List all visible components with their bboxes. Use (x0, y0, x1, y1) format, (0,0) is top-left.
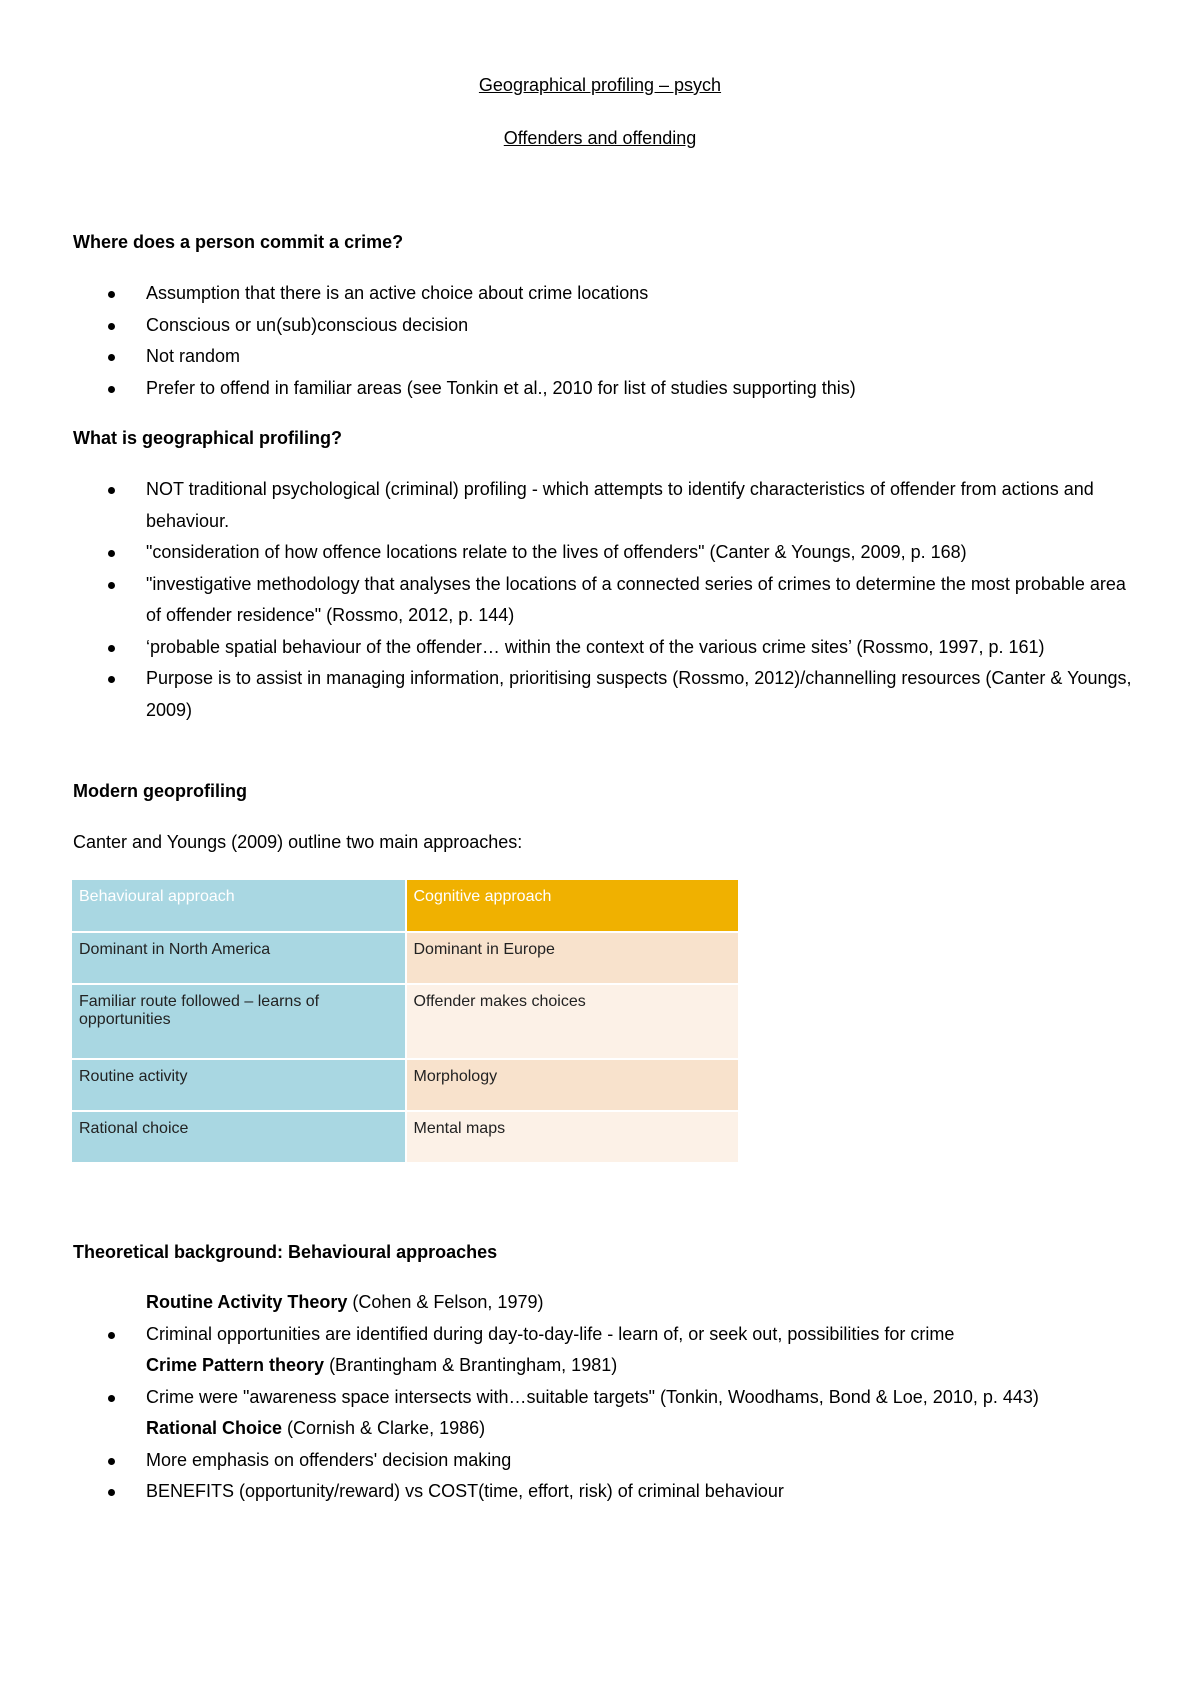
theory-reference: (Cohen & Felson, 1979) (347, 1292, 544, 1312)
table-cell: Dominant in Europe (406, 932, 740, 984)
list-item: Purpose is to assist in managing information, prioritising suspects (Rossmo, 2012)/channelling resources (Canter & Youngs, 2009) (0, 663, 1200, 726)
table-cell: Rational choice (72, 1111, 406, 1163)
theory-reference: (Cornish & Clarke, 1986) (282, 1418, 486, 1438)
list-item: NOT traditional psychological (criminal) profiling - which attempts to identify characteristics of offender from actions and behaviour. (0, 474, 1200, 537)
list-item: Assumption that there is an active choice about crime locations (0, 278, 1200, 310)
list-item: Conscious or un(sub)conscious decision (0, 310, 1200, 342)
table-header-cognitive: Cognitive approach (406, 880, 740, 932)
list-item: ‘probable spatial behaviour of the offender… within the context of the various crime sites’ (Rossmo, 1997, p. 161) (0, 632, 1200, 664)
table-row (72, 984, 739, 1059)
table-row (72, 1111, 739, 1163)
list-item: Crime were "awareness space intersects with…suitable targets" (Tonkin, Woodhams, Bond & Loe, 2010, p. 443) (0, 1382, 1200, 1414)
bullet-list-what (0, 474, 1200, 726)
list-item: More emphasis on offenders' decision making (0, 1445, 1200, 1477)
bullet-list-theory (0, 1287, 1200, 1508)
approaches-table (72, 880, 740, 1164)
section-heading-modern: Modern geoprofiling (73, 781, 247, 801)
table-cell: Mental maps (406, 1111, 740, 1163)
section-heading-theory: Theoretical background: Behavioural approaches (73, 1242, 498, 1262)
list-item: BENEFITS (opportunity/reward) vs COST(time, effort, risk) of criminal behaviour (0, 1476, 1200, 1508)
theory-name: Rational Choice (146, 1418, 283, 1438)
document-title: Geographical profiling – psych (478, 75, 722, 95)
table-row (72, 1059, 739, 1111)
list-item: Prefer to offend in familiar areas (see Tonkin et al., 2010 for list of studies supporting this) (0, 373, 1200, 405)
section-heading-what: What is geographical profiling? (73, 428, 343, 448)
list-item: "consideration of how offence locations relate to the lives of offenders" (Canter & Youngs, 2009, p. 168) (0, 537, 1200, 569)
table-header-behavioural: Behavioural approach (72, 880, 406, 932)
table-cell: Morphology (406, 1059, 740, 1111)
table-header-row (72, 880, 739, 932)
theory-name: Crime Pattern theory (146, 1355, 325, 1375)
list-item: Not random (0, 341, 1200, 373)
table-cell: Offender makes choices (406, 984, 740, 1059)
table-intro: Canter and Youngs (2009) outline two main approaches: (73, 832, 523, 852)
list-item: Criminal opportunities are identified during day-to-day-life - learn of, or seek out, possibilities for crime (0, 1319, 1200, 1351)
theory-heading-routine (0, 1287, 1200, 1319)
table-cell: Routine activity (72, 1059, 406, 1111)
table-cell: Dominant in North America (72, 932, 406, 984)
theory-heading-rational (0, 1413, 1200, 1445)
theory-heading-pattern (0, 1350, 1200, 1382)
list-item: "investigative methodology that analyses the locations of a connected series of crimes to determine the most probable area of offender residence" (Rossmo, 2012, p. 144) (0, 569, 1200, 632)
table-cell: Familiar route followed – learns of opportunities (72, 984, 406, 1059)
table-row (72, 932, 739, 984)
theory-name: Routine Activity Theory (146, 1292, 348, 1312)
section-heading-where: Where does a person commit a crime? (73, 232, 404, 252)
document-subtitle: Offenders and offending (503, 128, 697, 148)
bullet-list-where (0, 278, 1200, 404)
theory-reference: (Brantingham & Brantingham, 1981) (324, 1355, 618, 1375)
